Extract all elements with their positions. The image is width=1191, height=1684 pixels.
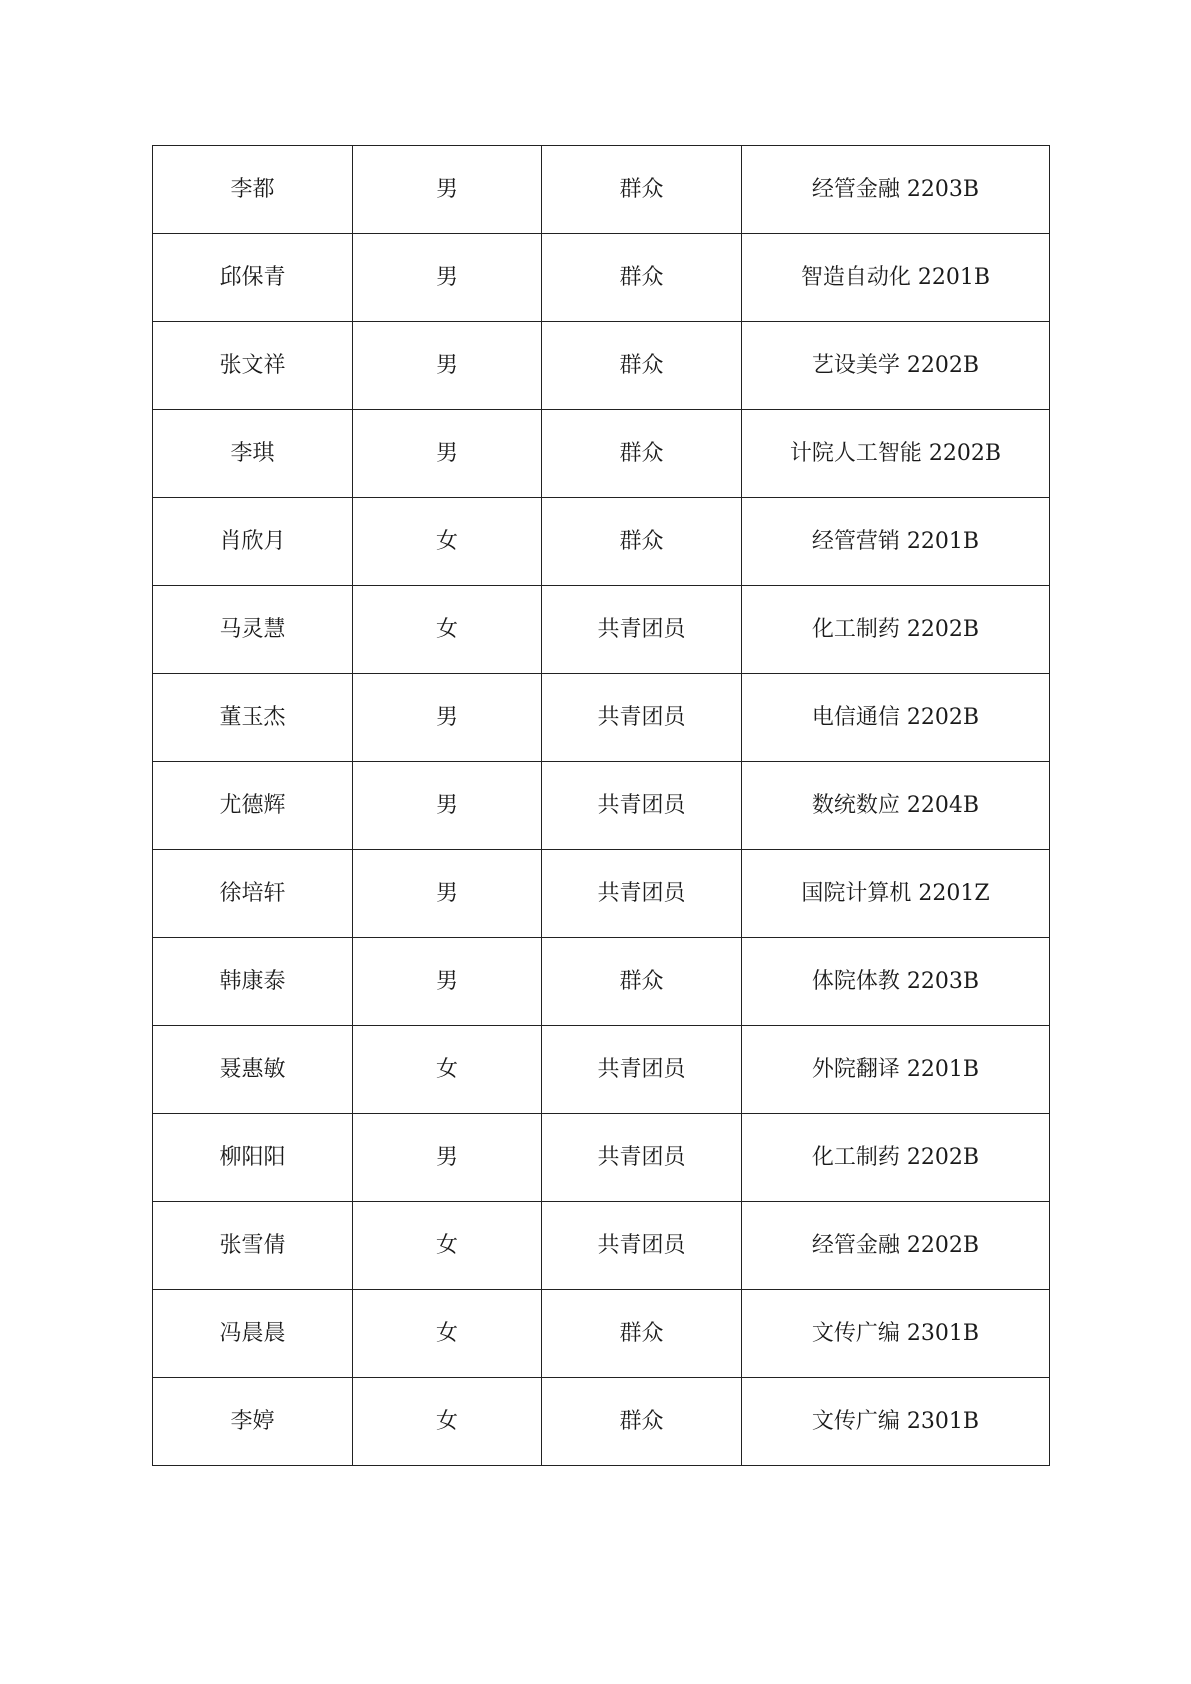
class-cell: 经管金融 2202B [742, 1202, 1050, 1290]
gender-cell: 男 [353, 410, 542, 498]
table-row [153, 1378, 1050, 1466]
political-status-cell: 群众 [542, 498, 742, 586]
table-row [153, 1114, 1050, 1202]
gender-cell: 男 [353, 850, 542, 938]
name-cell: 张雪倩 [153, 1202, 353, 1290]
name-cell: 肖欣月 [153, 498, 353, 586]
gender-cell: 男 [353, 674, 542, 762]
gender-cell: 女 [353, 1026, 542, 1114]
class-cell: 经管金融 2203B [742, 146, 1050, 234]
name-cell: 李婷 [153, 1378, 353, 1466]
gender-cell: 男 [353, 762, 542, 850]
table-row [153, 762, 1050, 850]
class-cell: 经管营销 2201B [742, 498, 1050, 586]
class-cell: 电信通信 2202B [742, 674, 1050, 762]
gender-cell: 女 [353, 1202, 542, 1290]
political-status-cell: 群众 [542, 322, 742, 410]
gender-cell: 男 [353, 322, 542, 410]
political-status-cell: 群众 [542, 146, 742, 234]
name-cell: 聂惠敏 [153, 1026, 353, 1114]
table-row [153, 586, 1050, 674]
political-status-cell: 群众 [542, 1290, 742, 1378]
class-cell: 艺设美学 2202B [742, 322, 1050, 410]
gender-cell: 女 [353, 1290, 542, 1378]
class-cell: 计院人工智能 2202B [742, 410, 1050, 498]
political-status-cell: 群众 [542, 234, 742, 322]
class-cell: 化工制药 2202B [742, 1114, 1050, 1202]
name-cell: 李都 [153, 146, 353, 234]
political-status-cell: 共青团员 [542, 1114, 742, 1202]
name-cell: 张文祥 [153, 322, 353, 410]
table-row [153, 234, 1050, 322]
gender-cell: 男 [353, 146, 542, 234]
class-cell: 智造自动化 2201B [742, 234, 1050, 322]
class-cell: 文传广编 2301B [742, 1378, 1050, 1466]
gender-cell: 女 [353, 1378, 542, 1466]
class-cell: 数统数应 2204B [742, 762, 1050, 850]
name-cell: 尤德辉 [153, 762, 353, 850]
gender-cell: 女 [353, 498, 542, 586]
name-cell: 董玉杰 [153, 674, 353, 762]
political-status-cell: 共青团员 [542, 1202, 742, 1290]
table-row [153, 1026, 1050, 1114]
political-status-cell: 群众 [542, 410, 742, 498]
class-cell: 文传广编 2301B [742, 1290, 1050, 1378]
table-row [153, 938, 1050, 1026]
political-status-cell: 共青团员 [542, 1026, 742, 1114]
table-row [153, 1290, 1050, 1378]
table-row [153, 674, 1050, 762]
class-cell: 国院计算机 2201Z [742, 850, 1050, 938]
political-status-cell: 共青团员 [542, 762, 742, 850]
gender-cell: 男 [353, 234, 542, 322]
political-status-cell: 共青团员 [542, 586, 742, 674]
gender-cell: 男 [353, 1114, 542, 1202]
table-row [153, 498, 1050, 586]
name-cell: 冯晨晨 [153, 1290, 353, 1378]
political-status-cell: 共青团员 [542, 850, 742, 938]
table-row [153, 146, 1050, 234]
gender-cell: 女 [353, 586, 542, 674]
class-cell: 体院体教 2203B [742, 938, 1050, 1026]
roster-table-body [153, 146, 1050, 1466]
table-row [153, 322, 1050, 410]
table-row [153, 850, 1050, 938]
political-status-cell: 群众 [542, 938, 742, 1026]
table-row [153, 1202, 1050, 1290]
name-cell: 邱保青 [153, 234, 353, 322]
name-cell: 柳阳阳 [153, 1114, 353, 1202]
political-status-cell: 群众 [542, 1378, 742, 1466]
name-cell: 韩康泰 [153, 938, 353, 1026]
class-cell: 外院翻译 2201B [742, 1026, 1050, 1114]
political-status-cell: 共青团员 [542, 674, 742, 762]
roster-table [152, 145, 1050, 1466]
class-cell: 化工制药 2202B [742, 586, 1050, 674]
name-cell: 徐培轩 [153, 850, 353, 938]
gender-cell: 男 [353, 938, 542, 1026]
table-row [153, 410, 1050, 498]
name-cell: 李琪 [153, 410, 353, 498]
name-cell: 马灵慧 [153, 586, 353, 674]
